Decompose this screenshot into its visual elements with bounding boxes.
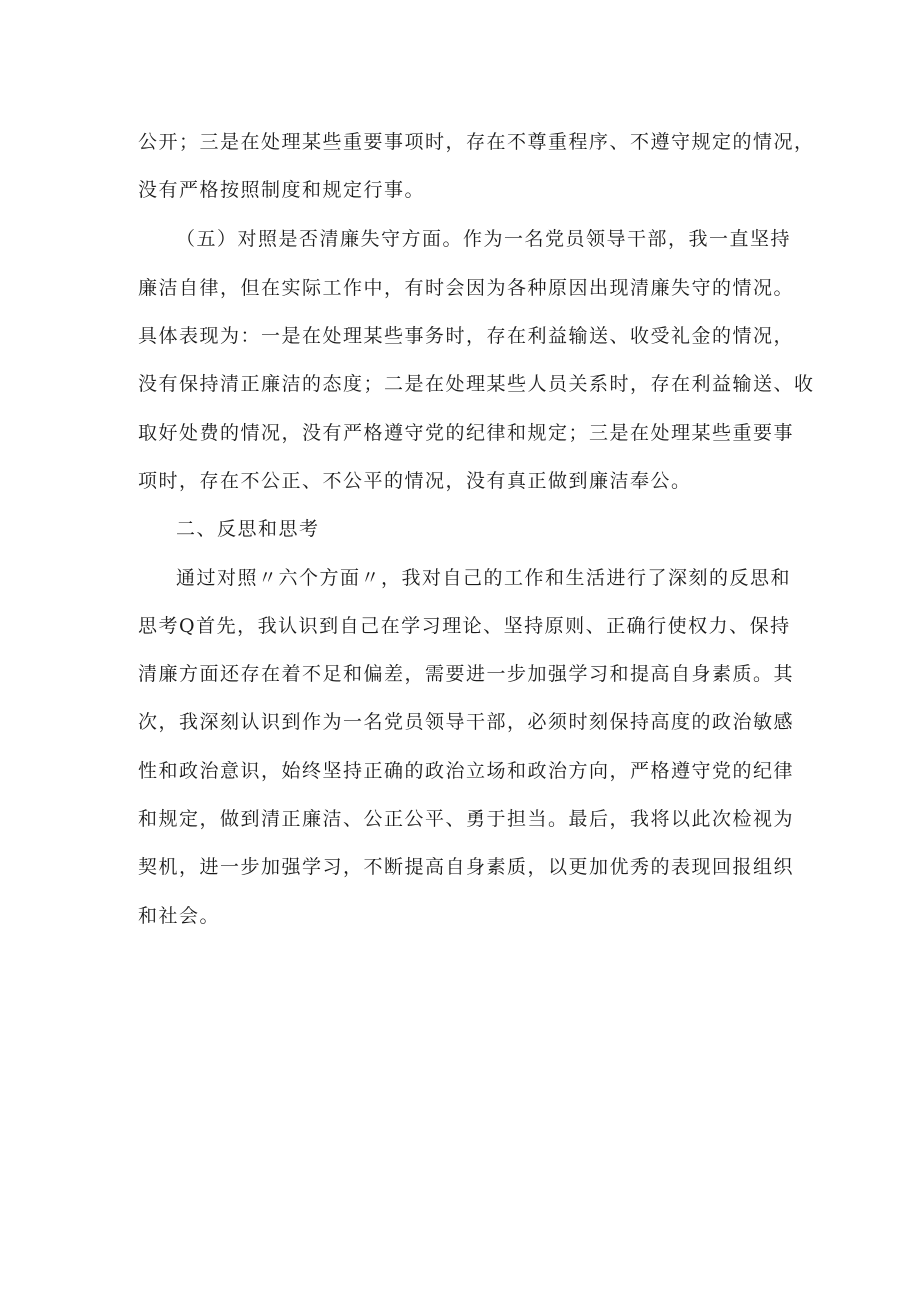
- paragraph-1-line-1: 公开；三是在处理某些重要事项时，存在不尊重程序、不遵守规定的情况，: [138, 131, 815, 153]
- paragraph-3-line-4: 次，我深刻认识到作为一名党员领导干部，必须时刻保持高度的政治敏感: [138, 711, 795, 733]
- paragraph-3-line-3: 清廉方面还存在着不足和偏差，需要进一步加强学习和提高自身素质。其: [138, 663, 795, 685]
- paragraph-2-line-3: 具体表现为：一是在处理某些事务时，存在利益输送、收受礼金的情况，: [138, 325, 795, 347]
- paragraph-3-line-7: 契机，进一步加强学习，不断提高自身素质，以更加优秀的表现回报组织: [138, 856, 795, 878]
- paragraph-2-line-6: 项时，存在不公正、不公平的情况，没有真正做到廉洁奉公。: [138, 470, 692, 492]
- paragraph-2-line-1: （五）对照是否清廉失守方面。作为一名党员领导干部，我一直坚持: [176, 228, 792, 250]
- paragraph-2-line-4: 没有保持清正廉洁的态度；二是在处理某些人员关系时，存在利益输送、收: [138, 373, 815, 395]
- paragraph-3-line-2: 思考Q首先，我认识到自己在学习理论、坚持原则、正确行使权力、保持: [138, 615, 791, 637]
- section-heading: 二、反思和思考: [176, 518, 320, 540]
- paragraph-2-line-5: 取好处费的情况，没有严格遵守党的纪律和规定；三是在处理某些重要事: [138, 422, 795, 444]
- paragraph-1-line-2: 没有严格按照制度和规定行事。: [138, 179, 426, 201]
- paragraph-3-line-8: 和社会。: [138, 905, 221, 927]
- paragraph-3-line-1: 通过对照〃六个方面〃，我对自己的工作和生活进行了深刻的反思和: [176, 567, 792, 589]
- paragraph-2-line-2: 廉洁自律，但在实际工作中，有时会因为各种原因出现清廉失守的情况。: [138, 277, 795, 299]
- paragraph-3-line-5: 性和政治意识，始终坚持正确的政治立场和政治方向，严格遵守党的纪律: [138, 760, 795, 782]
- paragraph-3-line-6: 和规定，做到清正廉洁、公正公平、勇于担当。最后，我将以此次检视为: [138, 808, 795, 830]
